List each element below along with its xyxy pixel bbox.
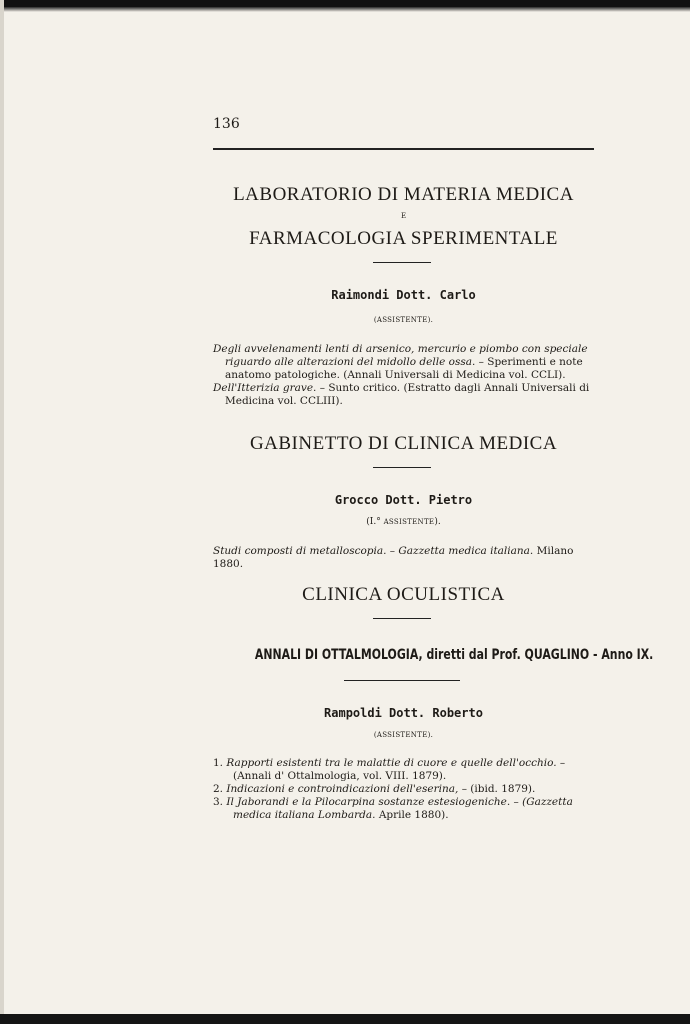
scan-bottom-edge bbox=[0, 1014, 690, 1024]
journal-heading: ANNALI DI OTTALMOLOGIA, diretti dal Prof. QUAGLINO - Anno IX. bbox=[254, 647, 654, 663]
section-3-role: (ASSISTENTE). bbox=[373, 731, 434, 739]
section-3-author: Rampoldi Dott. Roberto bbox=[324, 706, 483, 720]
section-1-role: (ASSISTENTE). bbox=[373, 316, 434, 324]
publication-entry: Degli avvelenamenti lenti di arsenico, mercurio e piombo con speciale riguardo alle alterazioni del midollo delle ossa. – Sperimenti e note anatomo patologiche. (Annali Universali di Medicina vol. CCLI). bbox=[213, 343, 588, 381]
section-2-entry: Studi composti di metalloscopia. – Gazzetta medica italiana. Milano 1880. bbox=[213, 545, 574, 570]
section-1-entries bbox=[213, 343, 594, 408]
section-3-rule bbox=[373, 618, 431, 619]
section-1-title-line-2: FARMACOLOGIA SPERIMENTALE bbox=[249, 228, 558, 249]
section-2-title: GABINETTO DI CLINICA MEDICA bbox=[249, 433, 558, 454]
publication-entry: 2. Indicazioni e controindicazioni dell'eserina, – (ibid. 1879). bbox=[213, 783, 536, 795]
header-rule bbox=[213, 148, 594, 150]
publication-entry: 3. Il Jaborandi e la Pilocarpina sostanze estesiogeniche. – (Gazzetta medica italiana Lombarda. Aprile 1880). bbox=[213, 796, 573, 821]
publication-entry: Dell'Itterizia grave. – Sunto critico. (Estratto dagli Annali Universali di Medicina vol. CCLIII). bbox=[213, 382, 590, 407]
section-1-rule bbox=[373, 262, 431, 263]
scan-top-edge bbox=[0, 0, 690, 7]
journal-rule bbox=[344, 680, 460, 681]
scan-left-edge bbox=[0, 0, 4, 1024]
section-3-entries bbox=[213, 757, 594, 822]
section-2-role: (I.° ASSISTENTE). bbox=[366, 517, 441, 527]
section-1-author: Raimondi Dott. Carlo bbox=[331, 288, 476, 302]
section-2-rule bbox=[373, 467, 431, 468]
section-1-title-line-1: LABORATORIO DI MATERIA MEDICA bbox=[233, 184, 574, 205]
section-1-conjunction: E bbox=[400, 212, 407, 220]
section-3-title: CLINICA OCULISTICA bbox=[302, 584, 505, 605]
section-2-author: Grocco Dott. Pietro bbox=[334, 493, 473, 507]
scan-top-shadow bbox=[0, 7, 690, 12]
publication-entry: 1. Rapporti esistenti tra le malattie di cuore e quelle dell'occhio. – (Annali d' Ottalmologia, vol. VIII. 1879). bbox=[213, 757, 566, 782]
page-number: 136 bbox=[213, 116, 240, 132]
